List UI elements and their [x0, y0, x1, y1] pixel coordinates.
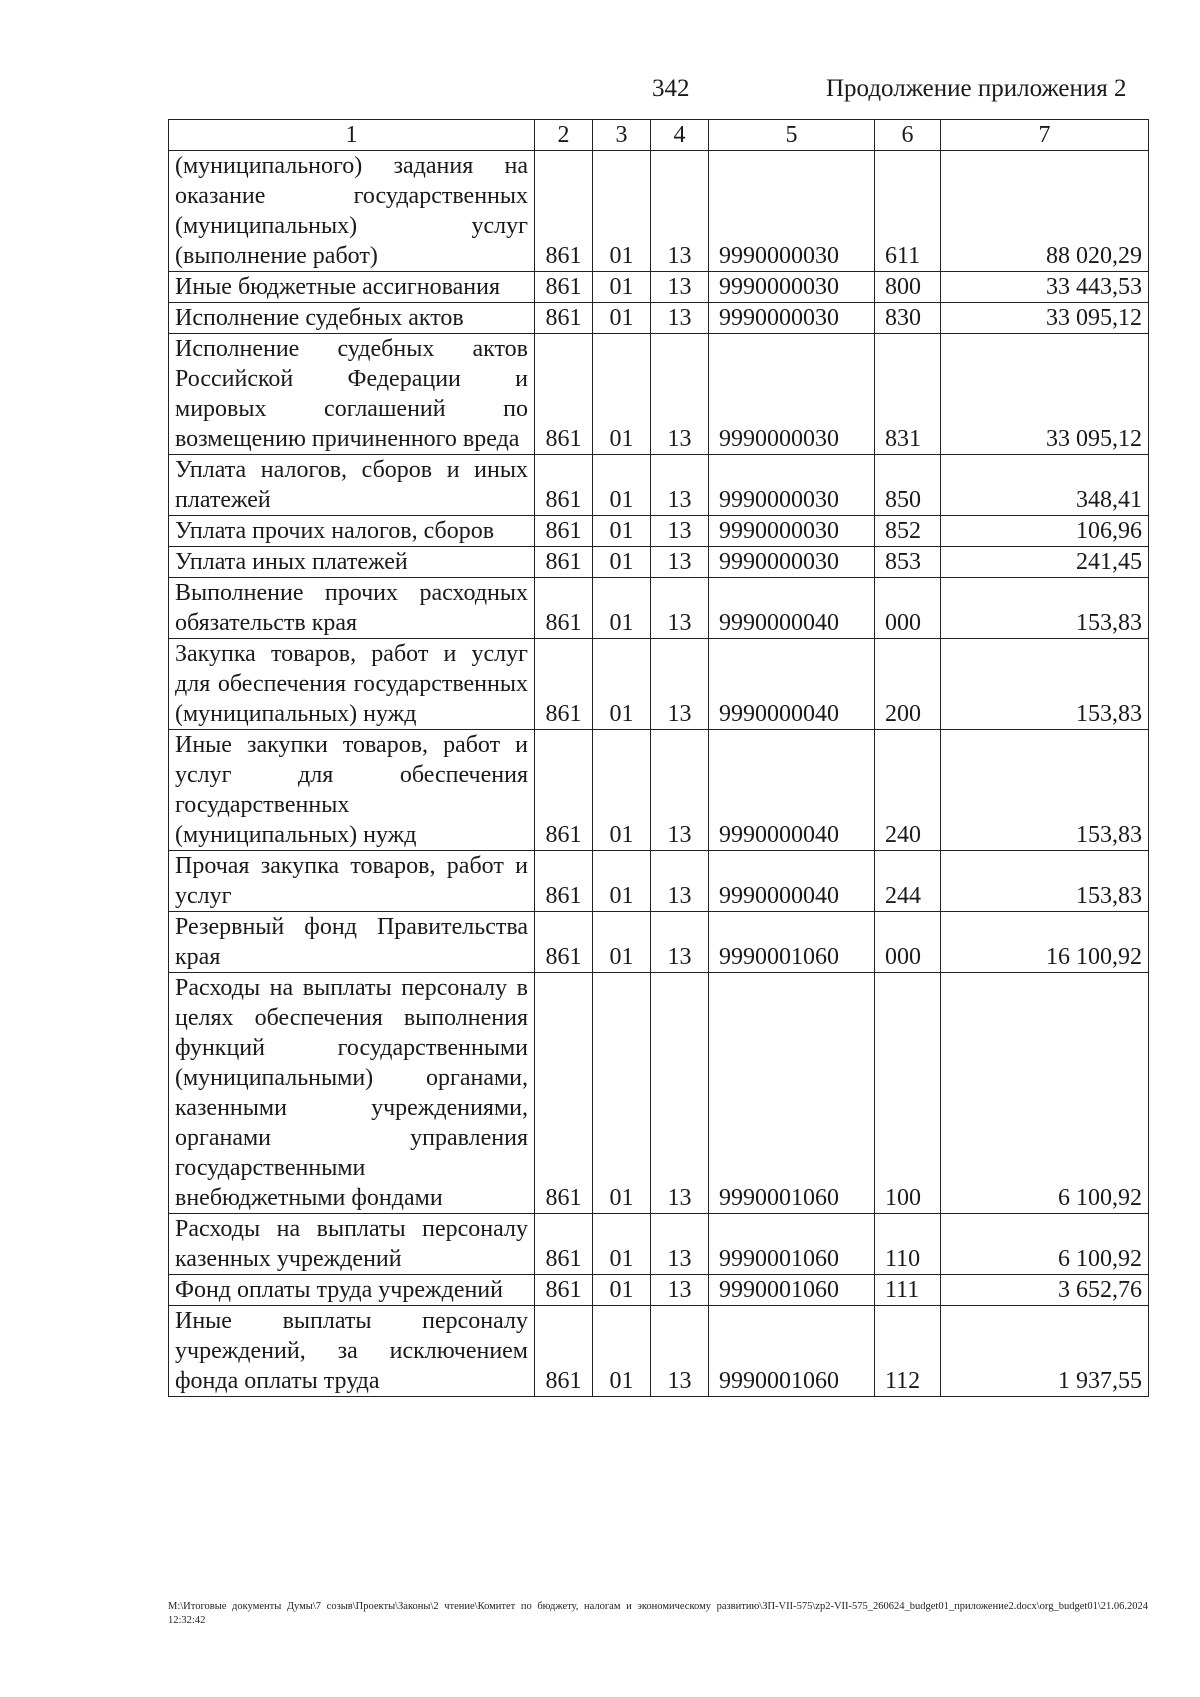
- row-code-4: 13: [651, 151, 709, 272]
- row-code-5: 9990001060: [709, 1275, 875, 1306]
- row-amount: 33 443,53: [941, 272, 1149, 303]
- row-code-3: 01: [593, 1275, 651, 1306]
- row-code-4: 13: [651, 1214, 709, 1275]
- row-name: Закупка товаров, работ и услуг для обеспечения государственных (муниципальных) нужд: [169, 639, 535, 730]
- row-code-2: 861: [535, 1306, 593, 1397]
- row-code-4: 13: [651, 973, 709, 1214]
- table-row: [169, 973, 1149, 1214]
- row-code-6: 850: [875, 455, 941, 516]
- row-amount: 348,41: [941, 455, 1149, 516]
- row-code-3: 01: [593, 303, 651, 334]
- row-code-2: 861: [535, 303, 593, 334]
- row-amount: 153,83: [941, 730, 1149, 851]
- row-code-3: 01: [593, 516, 651, 547]
- table-row: [169, 547, 1149, 578]
- row-code-5: 9990000030: [709, 455, 875, 516]
- row-code-4: 13: [651, 1306, 709, 1397]
- row-code-2: 861: [535, 639, 593, 730]
- row-code-5: 9990000040: [709, 639, 875, 730]
- row-code-4: 13: [651, 272, 709, 303]
- row-code-6: 800: [875, 272, 941, 303]
- row-code-4: 13: [651, 851, 709, 912]
- row-code-2: 861: [535, 912, 593, 973]
- row-code-5: 9990000040: [709, 730, 875, 851]
- row-code-6: 853: [875, 547, 941, 578]
- row-code-6: 200: [875, 639, 941, 730]
- row-code-6: 110: [875, 1214, 941, 1275]
- column-number-row: [169, 120, 1149, 151]
- row-code-6: 112: [875, 1306, 941, 1397]
- row-code-5: 9990001060: [709, 912, 875, 973]
- column-number-6: 6: [875, 120, 941, 151]
- table-header: [169, 120, 1149, 151]
- row-code-3: 01: [593, 151, 651, 272]
- row-name: Выполнение прочих расходных обязательств края: [169, 578, 535, 639]
- table-row: [169, 272, 1149, 303]
- table-row: [169, 1275, 1149, 1306]
- row-amount: 33 095,12: [941, 303, 1149, 334]
- row-code-6: 244: [875, 851, 941, 912]
- row-code-3: 01: [593, 334, 651, 455]
- row-code-6: 852: [875, 516, 941, 547]
- row-amount: 153,83: [941, 578, 1149, 639]
- column-number-2: 2: [535, 120, 593, 151]
- row-code-5: 9990001060: [709, 973, 875, 1214]
- row-code-6: 240: [875, 730, 941, 851]
- table-row: [169, 851, 1149, 912]
- row-code-4: 13: [651, 912, 709, 973]
- table-row: [169, 303, 1149, 334]
- row-amount: 106,96: [941, 516, 1149, 547]
- row-code-3: 01: [593, 272, 651, 303]
- row-code-4: 13: [651, 1275, 709, 1306]
- table-row: [169, 455, 1149, 516]
- row-code-5: 9990000030: [709, 303, 875, 334]
- row-code-3: 01: [593, 578, 651, 639]
- row-name: (муниципального) задания на оказание государственных (муниципальных) услуг (выполнение работ): [169, 151, 535, 272]
- row-amount: 1 937,55: [941, 1306, 1149, 1397]
- row-amount: 153,83: [941, 851, 1149, 912]
- column-number-4: 4: [651, 120, 709, 151]
- row-code-3: 01: [593, 912, 651, 973]
- row-code-3: 01: [593, 1306, 651, 1397]
- row-name: Исполнение судебных актов Российской Федерации и мировых соглашений по возмещению причиненного вреда: [169, 334, 535, 455]
- row-code-2: 861: [535, 730, 593, 851]
- table-row: [169, 1214, 1149, 1275]
- row-code-5: 9990000040: [709, 578, 875, 639]
- row-code-2: 861: [535, 1275, 593, 1306]
- row-code-4: 13: [651, 547, 709, 578]
- row-name: Уплата прочих налогов, сборов: [169, 516, 535, 547]
- row-code-4: 13: [651, 334, 709, 455]
- row-name: Расходы на выплаты персоналу в целях обеспечения выполнения функций государственными (муниципальными) органами, казенными учреждениями, органами управления государственными внебюджетными фондами: [169, 973, 535, 1214]
- page-number: 342: [652, 75, 690, 102]
- row-code-4: 13: [651, 455, 709, 516]
- row-name: Исполнение судебных актов: [169, 303, 535, 334]
- row-code-4: 13: [651, 578, 709, 639]
- row-code-5: 9990000030: [709, 547, 875, 578]
- row-code-5: 9990000030: [709, 272, 875, 303]
- row-amount: 16 100,92: [941, 912, 1149, 973]
- row-code-4: 13: [651, 303, 709, 334]
- row-amount: 6 100,92: [941, 973, 1149, 1214]
- table-row: [169, 578, 1149, 639]
- row-code-4: 13: [651, 516, 709, 547]
- row-code-2: 861: [535, 578, 593, 639]
- row-amount: 153,83: [941, 639, 1149, 730]
- row-code-6: 000: [875, 578, 941, 639]
- row-code-3: 01: [593, 730, 651, 851]
- column-number-3: 3: [593, 120, 651, 151]
- row-code-6: 831: [875, 334, 941, 455]
- row-name: Уплата иных платежей: [169, 547, 535, 578]
- row-code-3: 01: [593, 547, 651, 578]
- table-row: [169, 516, 1149, 547]
- row-code-3: 01: [593, 973, 651, 1214]
- row-code-2: 861: [535, 1214, 593, 1275]
- row-amount: 88 020,29: [941, 151, 1149, 272]
- table-row: [169, 1306, 1149, 1397]
- row-code-2: 861: [535, 272, 593, 303]
- budget-table: [168, 119, 1149, 1397]
- row-code-3: 01: [593, 851, 651, 912]
- table-row: [169, 639, 1149, 730]
- row-code-4: 13: [651, 639, 709, 730]
- table-row: [169, 730, 1149, 851]
- document-file-path: M:\Итоговые документы Думы\7 созыв\Проекты\Законы\2 чтение\Комитет по бюджету, налогам и экономическому развитию\ЗП-VII-575\zp2-VII-575_260624_budget01_приложение2.docx\org_budget01\21.06.2024 12:32:42: [168, 1601, 1148, 1626]
- row-code-6: 100: [875, 973, 941, 1214]
- row-amount: 3 652,76: [941, 1275, 1149, 1306]
- row-name: Фонд оплаты труда учреждений: [169, 1275, 535, 1306]
- table-row: [169, 151, 1149, 272]
- row-code-2: 861: [535, 455, 593, 516]
- row-code-6: 611: [875, 151, 941, 272]
- appendix-continuation-label: Продолжение приложения 2: [826, 75, 1127, 102]
- row-amount: 241,45: [941, 547, 1149, 578]
- row-code-5: 9990000030: [709, 151, 875, 272]
- row-code-2: 861: [535, 151, 593, 272]
- row-code-6: 111: [875, 1275, 941, 1306]
- row-name: Расходы на выплаты персоналу казенных учреждений: [169, 1214, 535, 1275]
- row-code-5: 9990001060: [709, 1214, 875, 1275]
- row-name: Уплата налогов, сборов и иных платежей: [169, 455, 535, 516]
- row-name: Резервный фонд Правительства края: [169, 912, 535, 973]
- row-code-2: 861: [535, 547, 593, 578]
- row-code-2: 861: [535, 334, 593, 455]
- row-code-5: 9990000040: [709, 851, 875, 912]
- column-number-1: 1: [169, 120, 535, 151]
- row-code-4: 13: [651, 730, 709, 851]
- row-code-2: 861: [535, 973, 593, 1214]
- row-code-3: 01: [593, 455, 651, 516]
- row-code-2: 861: [535, 516, 593, 547]
- row-name: Иные выплаты персоналу учреждений, за исключением фонда оплаты труда: [169, 1306, 535, 1397]
- row-code-3: 01: [593, 639, 651, 730]
- column-number-7: 7: [941, 120, 1149, 151]
- column-number-5: 5: [709, 120, 875, 151]
- row-code-6: 000: [875, 912, 941, 973]
- row-code-5: 9990000030: [709, 334, 875, 455]
- row-code-5: 9990001060: [709, 1306, 875, 1397]
- row-amount: 6 100,92: [941, 1214, 1149, 1275]
- row-name: Прочая закупка товаров, работ и услуг: [169, 851, 535, 912]
- row-code-6: 830: [875, 303, 941, 334]
- row-code-2: 861: [535, 851, 593, 912]
- table-row: [169, 912, 1149, 973]
- row-name: Иные бюджетные ассигнования: [169, 272, 535, 303]
- row-code-5: 9990000030: [709, 516, 875, 547]
- table-row: [169, 334, 1149, 455]
- row-code-3: 01: [593, 1214, 651, 1275]
- row-amount: 33 095,12: [941, 334, 1149, 455]
- table-body: [169, 151, 1149, 1397]
- row-name: Иные закупки товаров, работ и услуг для обеспечения государственных (муниципальных) нужд: [169, 730, 535, 851]
